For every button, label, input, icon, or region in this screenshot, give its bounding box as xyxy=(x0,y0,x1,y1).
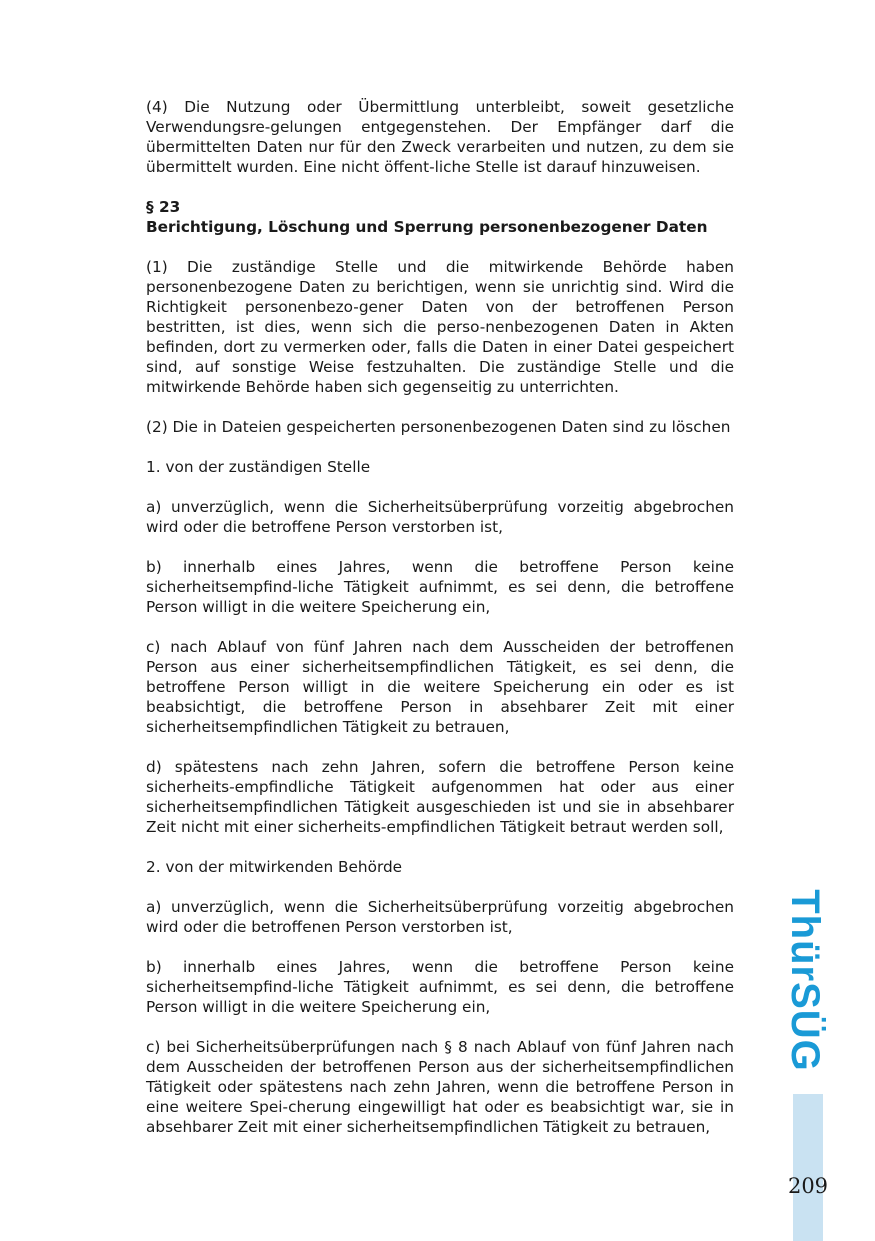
list-1-heading: 1. von der zuständigen Stelle xyxy=(146,458,371,476)
section-number: § 23 xyxy=(146,198,181,216)
page-number: 209 xyxy=(787,1174,829,1198)
side-title xyxy=(780,888,828,1072)
paragraph-2: (2) Die in Dateien gespeicherten personenbezogenen Daten sind zu löschen xyxy=(146,418,731,436)
list-item: a) unverzüglich, wenn die Sicherheitsüberprüfung vorzeitig abgebrochen wird oder die betroffenen Person verstorben ist, xyxy=(146,898,734,936)
list-2-heading: 2. von der mitwirkenden Behörde xyxy=(146,858,403,876)
list-item: c) nach Ablauf von fünf Jahren nach dem Ausscheiden der betroffenen Person aus einer sicherheitsempfindlichen Tätigkeit, es sei denn, die betroffene Person willigt in die weitere Speicherung ein oder es ist beabsichtigt, die betroffene Person in absehbarer Zeit mit einer sicherheitsempfindlichen Tätigkeit zu betrauen, xyxy=(146,638,734,736)
side-title-text: ThürSÜG xyxy=(782,888,827,1072)
list-item: c) bei Sicherheitsüberprüfungen nach § 8 nach Ablauf von fünf Jahren nach dem Ausscheiden der betroffenen Person aus der sicherheitsempfindlichen Tätigkeit oder spätestens nach zehn Jahren, wenn die betroffene Person in eine weitere Spei-cherung eingewilligt hat oder es beabsichtigt war, sie in absehbarer Zeit mit einer sicherheitsempfindlichen Tätigkeit zu betrauen, xyxy=(146,1038,734,1136)
section-title: Berichtigung, Löschung und Sperrung personenbezogener Daten xyxy=(146,218,708,236)
paragraph-4: (4) Die Nutzung oder Übermittlung unterbleibt, soweit gesetzliche Verwendungsre-gelungen entgegenstehen. Der Empfänger darf die übermittelten Daten nur für den Zweck verarbeiten und nutzen, zu dem sie übermittelt wurden. Eine nicht öffent-liche Stelle ist darauf hinzuweisen. xyxy=(146,98,734,176)
list-item: a) unverzüglich, wenn die Sicherheitsüberprüfung vorzeitig abgebrochen wird oder die betroffene Person verstorben ist, xyxy=(146,498,734,536)
list-item: b) innerhalb eines Jahres, wenn die betroffene Person keine sicherheitsempfind-liche Tätigkeit aufnimmt, es sei denn, die betroffene Person willigt in die weitere Speicherung ein, xyxy=(146,958,734,1016)
page-content xyxy=(146,97,734,1157)
section-heading xyxy=(146,197,734,237)
list-item: b) innerhalb eines Jahres, wenn die betroffene Person keine sicherheitsempfind-liche Tätigkeit aufnimmt, es sei denn, die betroffene Person willigt in die weitere Speicherung ein, xyxy=(146,558,734,616)
list-item: d) spätestens nach zehn Jahren, sofern die betroffene Person keine sicherheits-empfindliche Tätigkeit aufgenommen hat oder aus einer sicherheitsempfindlichen Tätigkeit ausgeschieden ist und sie in absehbarer Zeit nicht mit einer sicherheits-empfindlichen Tätigkeit betraut werden soll, xyxy=(146,758,734,836)
side-color-bar xyxy=(793,1094,823,1241)
paragraph-1: (1) Die zuständige Stelle und die mitwirkende Behörde haben personenbezogene Daten zu berichtigen, wenn sie unrichtig sind. Wird die Richtigkeit personenbezo-gener Daten von der betroffenen Person bestritten, ist dies, wenn sich die perso-nenbezogenen Daten in Akten befinden, dort zu vermerken oder, falls die Daten in einer Datei gespeichert sind, auf sonstige Weise festzuhalten. Die zuständige Stelle und die mitwirkende Behörde haben sich gegenseitig zu unterrichten. xyxy=(146,258,734,396)
